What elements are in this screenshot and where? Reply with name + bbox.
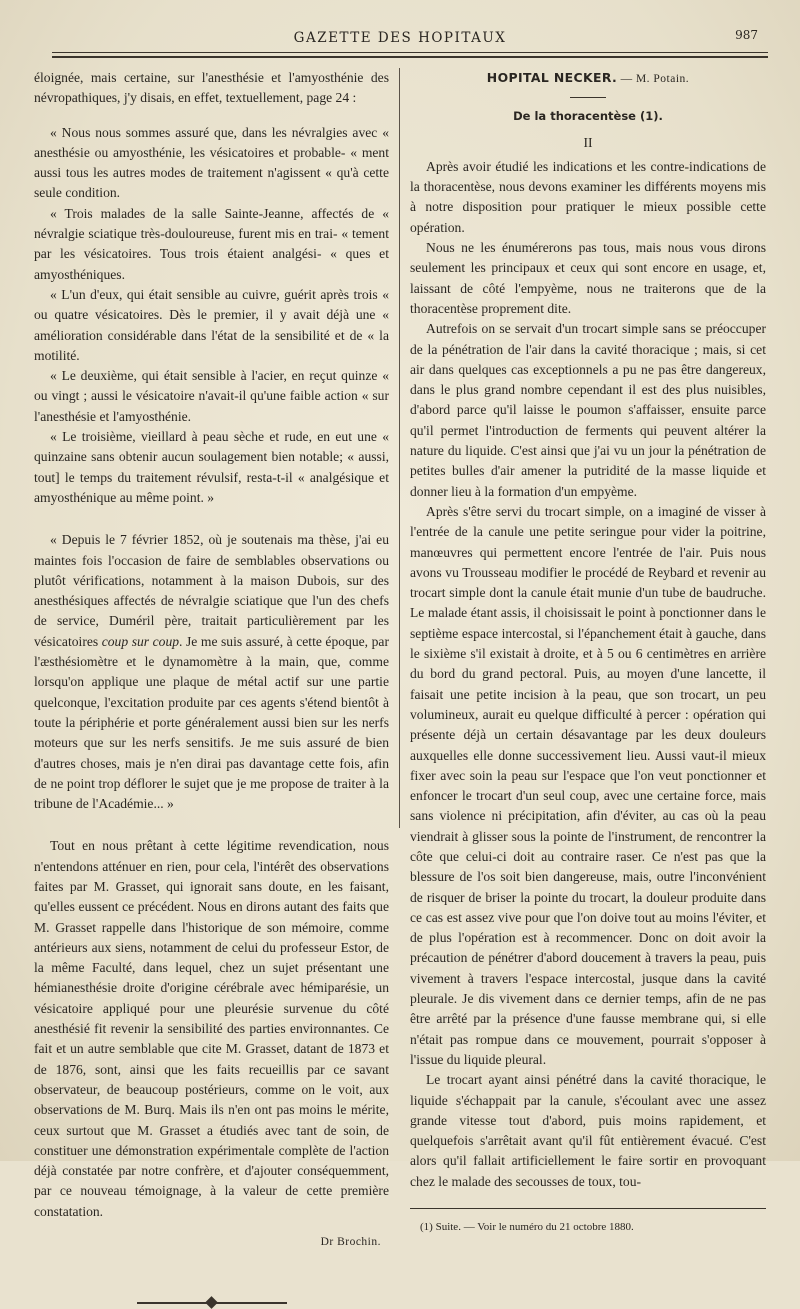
paragraph-commentary: Tout en nous prêtant à cette légitime revendication, nous n'entendons atténuer en rien, pour cela, l'intérêt des observations faites par M. Grasset, qui ignorait sans doute, en les faisant, qu'elles eussent ce précédent. Nous en dirons autant des faits que M. Grasset rappelle dans l'historique de son mémoire, comme antérieurs aux siens, notamment de celui du professeur Estor, de la même Faculté, dans lequel, chez un sujet présentant une hémianesthésie droite d'origine cérébrale avec hémiparésie, un vésicatoire appliqué pour une pleurésie survenue du côté anesthésié fit revenir la sensibilité des parties environnantes. Ce fait et un autre semblable que cite M. Grasset, datant de 1873 et de 1876, sont, ainsi que les faits recueillis par ce savant observateur, de beaucoup postérieurs, comme on le voit, aux observations de M. Burq. Mais ils n'en ont pas moins le mérite, ceux surtout que M. Grasset a étudiés avec tant de soin, de constituer une démonstration expérimentale complète de l'action déjà constatée par notre confrère, et d'ajouter conséquemment, par ce nouveau témoignage, à la valeur de cette première constatation. xyxy=(34,838,389,1219)
header-rule-thick xyxy=(52,56,768,58)
paragraph: Le trocart ayant ainsi pénétré dans la cavité thoracique, le liquide s'échappait par la canule, s'écoulant avec une assez grande vitesse tout d'abord, puis moins rapidement, et quelquefois s'arrêtait avant qu'il fût entièrement évacué. C'est alors qu'il fallait artificiellement le faire sortir en provoquant chez le malade des secousses de toux, tou- xyxy=(410,1072,766,1189)
paragraph: Après avoir étudié les indications et les contre-indications de la thoracentèse, nous devons examiner les différents moyens mis à notre disposition pour pratiquer le mieux possible cette opération. xyxy=(410,158,766,235)
quote-paragraph: « L'un d'eux, qui était sensible au cuivre, guérit après trois « ou quatre vésicatoires. Dès le premier, il y avait déjà une « amélioration considérable dans l'état de la sensibilité et de « la motilité. xyxy=(34,286,389,363)
article-subtitle: De la thoracentèse (1). xyxy=(513,109,663,124)
paragraph: Après s'être servi du trocart simple, on a imaginé de visser à l'entrée de la canule une petite seringue pour vider la poitrine, manœuvres qui permettent encore l'entrée de l'air. Puis nous avons vu Trousseau modifier le procédé de Reybard et revenir au trocart simple dont la canule était munie d'un tube de baudruche. Le malade étant assis, il choisissait le point à ponctionner dans le septième espace intercostal, si l'épanchement était à gauche, dans le sixième s'il existait à droite, et à 5 ou 6 centimètres en arrière du bord du grand pectoral. Puis, au moyen d'une lancette, il faisait une petite incision à la peau, que son trocart, un peu volumineux, aurait eu quelque difficulté à percer : opération qui présente déjà un certain désavantage par les deux douleurs auxquelles elle donne successivement lieu. Aussi vaut-il mieux fixer avec soin la peau sur l'espace que l'on veut ponctionner et enfoncer le trocart d'un seul coup, avec une certaine force, mais sans violence ni précipitation, afin d'éviter, au cas où la peau viendrait à glisser sous la pointe de l'instrument, de rencontrer la côte que celui-ci doit au contraire raser. Ce n'est pas que la blessure de l'os soit bien dangereuse, mais, outre l'inconvénient de risquer de briser la pointe du trocart, la douleur produite dans ce cas est assez vive pour que l'on doive tout au moins l'éviter, et de plus l'opération est à recommencer. Donc on doit avoir la précaution de pénétrer d'abord doucement à travers la peau, puis vivement à travers l'espace intercostal, jusque dans la cavité pleurale. Je dis vivement dans ce dernier temps, afin de ne pas être arrêté par la présence d'une fausse membrane qui, si elle n'était pas rompue dans ce mouvement, pourrait s'opposer à l'issue du liquide pleural. xyxy=(410,503,766,1067)
quote-paragraph: « Le deuxième, qui était sensible à l'acier, en reçut quinze « ou vingt ; aussi le vésicatoire n'avait-il qu'une faible action « sur l'anesthésie et l'amyosthénie. xyxy=(34,368,389,424)
doctor-name: — M. Potain. xyxy=(620,73,690,85)
article-heading xyxy=(410,68,766,89)
author-signature: Dr Brochin. xyxy=(320,1236,381,1249)
paragraph-continued-quote: « Depuis le 7 février 1852, où je soutenais ma thèse, j'ai eu maintes fois l'occasion de faire de semblables observations ou plutôt vérifications, notamment à la maison Dubois, sur des anesthésiques affectés de névralgie sciatique que l'un des chefs de service, Duméril père, traitait particulièrement par les vésicatoires coup sur coup. Je me suis assuré, à cette époque, par l'æsthésiomètre et le dynamomètre à la main, que, comme lorsqu'on applique une plaque de métal actif sur une partie quelconque, l'excitation produite par ces agents s'étend bientôt à toute la périphérie et porte généralement aussi bien sur les nerfs moteurs que sur les nerfs sensitifs. Je me suis assuré de bien d'autres choses, mais je n'en dirai pas davantage cette fois, afin de ne point trop déflorer le sujet que je me propose de traiter à la tribune de l'Académie... » xyxy=(34,532,389,812)
right-column xyxy=(410,68,766,1237)
footnote-rule xyxy=(410,1208,766,1209)
italic-text: coup sur coup xyxy=(101,633,180,649)
journal-title: GAZETTE DES HOPITAUX xyxy=(293,30,507,46)
paragraph: Nous ne les énumérerons pas tous, mais nous vous dirons seulement les principaux et ceux qui sont encore en usage, et, laissant de côté l'empyème, nous ne traiterons que de la thoracentèse proprement dite. xyxy=(410,240,766,316)
heading-rule xyxy=(570,97,606,98)
quote-paragraph: « Nous nous sommes assuré que, dans les névralgies avec « anesthésie ou amyosthénie, les vésicatoires et probable- « ment aussi tous les autres modes de traitement n'agissent « qu'à cette seule condition. xyxy=(34,124,389,201)
quote-paragraph: « Le troisième, vieillard à peau sèche et rude, en eut une « quinzaine sans obtenir aucun soulagement bien notable; « aussi, tout] le temps du traitement révulsif, resta-t-il « analgésique et amyosthénique au même point. » xyxy=(34,429,389,505)
footnote: (1) Suite. — Voir le numéro du 21 octobre 1880. xyxy=(420,1221,634,1234)
paragraph: Autrefois on se servait d'un trocart simple sans se préoccuper de la pénétration de l'air dans la cavité thoracique ; mais, si cet air dans quelques cas exceptionnels a pu ne pas être dangereux, dans le plus grand nombre cependant il est des plus nuisibles, d'abord parce qu'il laisse le poumon s'affaisser, ensuite parce qu'il permet l'introduction de ferments qui peuvent altérer la nature du liquide. C'est ainsi que j'ai vu un jour la pénétration de petites bulles d'air amener la putridité de la masse liquide et donner lieu à la formation d'un empyème. xyxy=(410,321,766,499)
column-divider xyxy=(399,68,400,828)
quote-paragraph: « Trois malades de la salle Sainte-Jeanne, affectés de « névralgie sciatique très-douloureuse, furent mis en trai- « tement par les vésicatoires. Tous trois étaient analgési- « ques et amyosthéniques. xyxy=(34,205,389,282)
hospital-name: HOPITAL NECKER. xyxy=(486,70,618,85)
section-number: II xyxy=(583,134,593,150)
left-column xyxy=(34,68,389,1306)
paragraph-intro: éloignée, mais certaine, sur l'anesthésie et l'amyosthénie des névropathiques, j'y disais, en effet, textuellement, page 24 : xyxy=(34,70,389,106)
article-end-ornament xyxy=(137,1300,287,1306)
header-rule xyxy=(52,52,768,53)
page-number: 987 xyxy=(735,28,758,42)
